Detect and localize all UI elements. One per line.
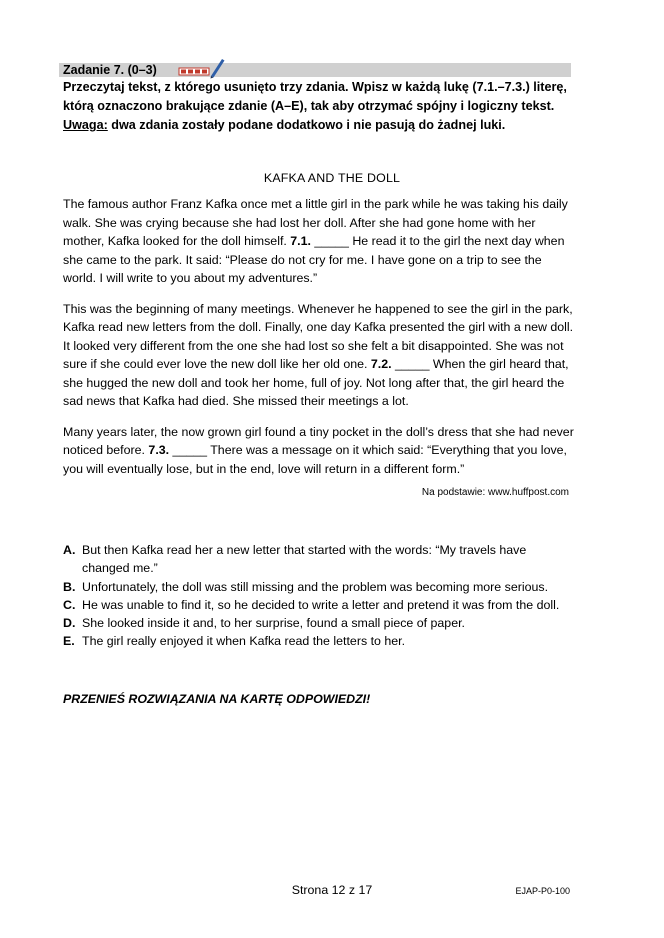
story-paragraph-3: [63, 423, 575, 479]
note-text: dwa zdania zostały podane dodatkowo i nie pasują do żadnej luki.: [107, 118, 506, 132]
task-title: Zadanie 7. (0–3): [63, 63, 157, 77]
instruction-text: Przeczytaj tekst, z którego usunięto trzy zdania. Wpisz w każdą lukę (7.1.–7.3.) literę, którą oznaczono brakujące zdanie (A–E), tak aby otrzymać spójny i logiczny tekst.: [63, 80, 567, 113]
gap-7-2-label: 7.2.: [370, 357, 392, 371]
story-title: KAFKA AND THE DOLL: [263, 171, 401, 185]
option-a: [63, 541, 575, 578]
instruction-note: [63, 116, 573, 135]
option-letter: A.: [63, 543, 76, 557]
option-text: He was unable to find it, so he decided to write a letter and pretend it was from the doll.: [82, 597, 560, 612]
note-label: Uwaga:: [63, 118, 108, 132]
option-letter: E.: [63, 634, 75, 649]
option-letter: B.: [63, 579, 76, 594]
source-credit: Na podstawie: www.huffpost.com: [421, 487, 569, 498]
story-text-segment: He read it to the girl the next day when she came to the park. It said: “Please do not cry for me. I have gone on a trip to see the world. I will write to you about my adventures.”: [63, 234, 565, 285]
score-boxes-icon: [178, 57, 226, 79]
story-paragraph-1: [63, 195, 575, 288]
page-number: Strona 12 z 17: [291, 883, 373, 897]
story-text-segment: This was the beginning of many meetings. Whenever he happened to see the girl in the park, Kafka read new letters from the doll. Finally, one day Kafka presented the girl with a new doll. It looked very different from the one she had lost so she felt a bit disappointed. She was not sure if she could ever love the new doll like her old one.: [63, 301, 574, 371]
option-text: The girl really enjoyed it when Kafka read the letters to her.: [82, 634, 406, 649]
answer-options: [63, 541, 575, 651]
story-text-segment: When the girl heard that, she hugged the new doll and took her home, full of joy. Not long after that, the girl heard the sad news that Kafka had died. She missed their meetings a lot.: [63, 357, 569, 408]
gap-7-2-blank: _____: [395, 357, 430, 371]
option-letter: D.: [63, 616, 76, 631]
story-text-segment: The famous author Franz Kafka once met a little girl in the park while he was taking his daily walk. She was crying because she had lost her doll. After she had gone home with her mother, Kafka looked for the doll himself.: [63, 197, 568, 248]
gap-7-1-label: 7.1.: [290, 234, 311, 248]
option-letter: C.: [63, 597, 76, 612]
option-text: But then Kafka read her a new letter that started with the words: “My travels have changed me.”: [82, 543, 527, 576]
option-b: [63, 578, 575, 596]
option-text: She looked inside it and, to her surprise, found a small piece of paper.: [82, 616, 465, 631]
task-instruction: [63, 78, 573, 135]
gap-7-3-label: 7.3.: [148, 443, 170, 457]
story-text-segment: There was a message on it which said: “Everything that you love, you will eventually lose, but in the end, love will return in a different form.”: [63, 443, 567, 476]
transfer-answers-note: PRZENIEŚ ROZWIĄZANIA NA KARTĘ ODPOWIEDZI!: [63, 692, 371, 706]
option-e: [63, 632, 575, 650]
story-text: [63, 195, 575, 490]
story-text-segment: Many years later, the now grown girl found a tiny pocket in the doll’s dress that she had never noticed before.: [63, 424, 574, 457]
option-d: [63, 614, 575, 632]
gap-7-1-blank: _____: [314, 234, 349, 248]
gap-7-3-blank: _____: [172, 443, 208, 457]
exam-code: EJAP-P0-100: [515, 886, 570, 896]
option-c: [63, 596, 575, 614]
story-paragraph-2: [63, 300, 575, 411]
option-text: Unfortunately, the doll was still missing and the problem was becoming more serious.: [82, 579, 549, 594]
